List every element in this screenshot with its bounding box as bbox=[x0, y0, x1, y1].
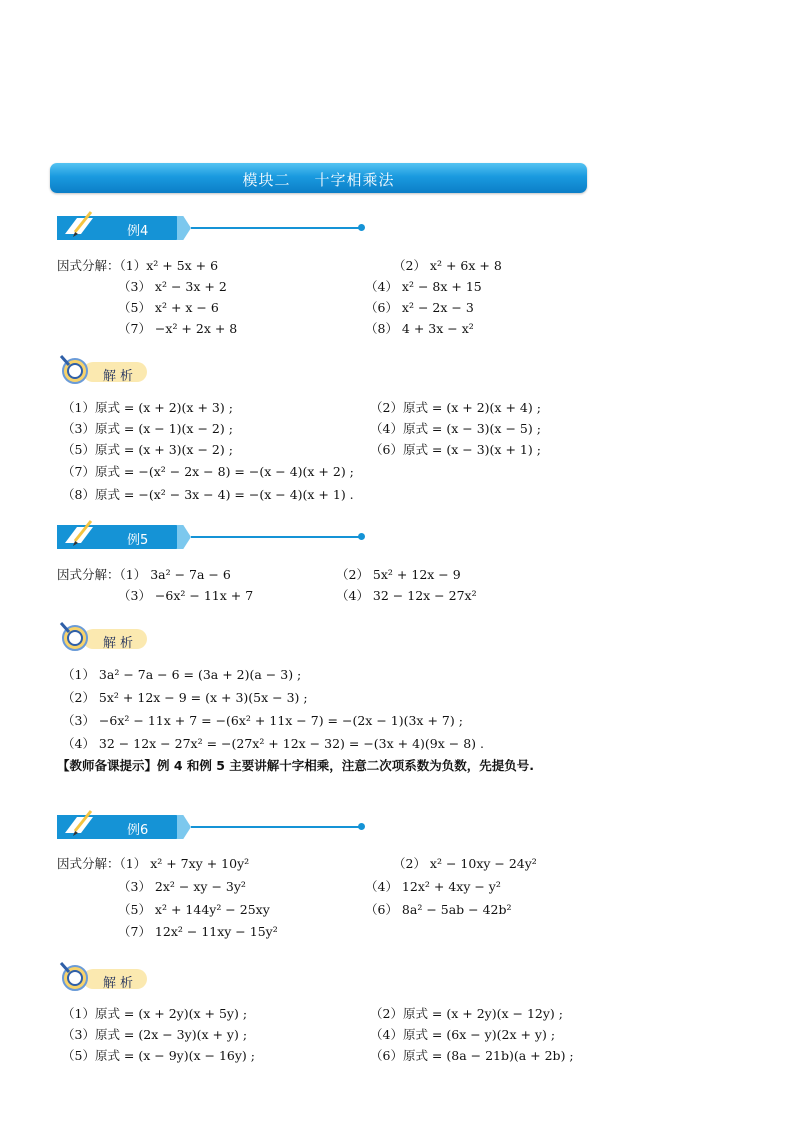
example-label: 例4 bbox=[127, 224, 149, 239]
pen-icon bbox=[61, 809, 97, 839]
problem-item: （4） x² − 8x + 15 bbox=[365, 279, 482, 294]
problem-item: （1） 3a² − 7a − 6 bbox=[119, 567, 231, 582]
problem-prompt: 因式分解：（1）x² + 5x + 6 bbox=[57, 258, 219, 273]
problem-item: （5） x² + 144y² − 25xy bbox=[118, 902, 270, 917]
problem-item: （1） x² + 7xy + 10y² bbox=[119, 856, 250, 871]
solution-item: （1）原式 = (x + 2)(x + 3) ; bbox=[62, 400, 233, 415]
problem-item: （4） 12x² + 4xy − y² bbox=[365, 879, 501, 894]
problem-item: （7） 12x² − 11xy − 15y² bbox=[118, 924, 278, 939]
example-label: 例5 bbox=[127, 533, 149, 548]
example-header bbox=[57, 525, 367, 551]
analysis-header bbox=[57, 356, 157, 386]
solution-item: （1）原式 = (x + 2y)(x + 5y) ; bbox=[62, 1006, 248, 1021]
analysis-label: 解析 bbox=[103, 976, 138, 991]
solution-item: （3） −6x² − 11x + 7 = −(6x² + 11x − 7) = −(2x − 1)(3x + 7) ; bbox=[62, 713, 463, 728]
solution-item: （1） 3a² − 7a − 6 = (3a + 2)(a − 3) ; bbox=[62, 667, 302, 682]
problem-item: （3） −6x² − 11x + 7 bbox=[118, 588, 254, 603]
problem-prompt: 因式分解：（1） x² + 7xy + 10y² bbox=[57, 856, 250, 871]
problem-item: （2） x² + 6x + 8 bbox=[393, 258, 502, 273]
problem-item: （2） x² − 10xy − 24y² bbox=[393, 856, 537, 871]
analysis-header bbox=[57, 963, 157, 993]
example-header bbox=[57, 216, 367, 242]
problem-item: （4） 32 − 12x − 27x² bbox=[336, 588, 477, 603]
solution-item: （5）原式 = (x − 9y)(x − 16y) ; bbox=[62, 1048, 255, 1063]
solution-item: （3）原式 = (x − 1)(x − 2) ; bbox=[62, 421, 233, 436]
pen-icon bbox=[61, 210, 97, 240]
problem-item: （6） x² − 2x − 3 bbox=[365, 300, 474, 315]
analysis-label: 解析 bbox=[103, 369, 138, 384]
solution-item: （2） 5x² + 12x − 9 = (x + 3)(5x − 3) ; bbox=[62, 690, 308, 705]
example-header bbox=[57, 815, 367, 841]
solution-item: （3）原式 = (2x − 3y)(x + y) ; bbox=[62, 1027, 248, 1042]
problem-item: （5） x² + x − 6 bbox=[118, 300, 219, 315]
solution-item: （4）原式 = (6x − y)(2x + y) ; bbox=[370, 1027, 556, 1042]
example-label: 例6 bbox=[127, 823, 149, 838]
module-banner bbox=[50, 163, 587, 193]
magnifier-icon bbox=[57, 959, 93, 995]
problem-prompt: 因式分解：（1） 3a² − 7a − 6 bbox=[57, 567, 231, 582]
solution-item: （7）原式 = −(x² − 2x − 8) = −(x − 4)(x + 2) ; bbox=[62, 464, 354, 479]
solution-item: （4）原式 = (x − 3)(x − 5) ; bbox=[370, 421, 541, 436]
problem-item: （8） 4 + 3x − x² bbox=[365, 321, 474, 336]
magnifier-icon bbox=[57, 619, 93, 655]
problem-item: （1）x² + 5x + 6 bbox=[119, 258, 219, 273]
module-title bbox=[50, 169, 587, 190]
solution-item: （2）原式 = (x + 2)(x + 4) ; bbox=[370, 400, 541, 415]
solution-item: （6）原式 = (x − 3)(x + 1) ; bbox=[370, 442, 541, 457]
teacher-note: 【教师备课提示】例 4 和例 5 主要讲解十字相乘，注意二次项系数为负数，先提负号. bbox=[57, 758, 535, 773]
analysis-header bbox=[57, 623, 157, 653]
problem-item: （7） −x² + 2x + 8 bbox=[118, 321, 238, 336]
pen-icon bbox=[61, 519, 97, 549]
solution-item: （4） 32 − 12x − 27x² = −(27x² + 12x − 32) = −(3x + 4)(9x − 8) . bbox=[62, 736, 485, 751]
module-label: 模块二 bbox=[242, 171, 291, 189]
module-name: 十字相乘法 bbox=[314, 171, 395, 189]
solution-item: （5）原式 = (x + 3)(x − 2) ; bbox=[62, 442, 233, 457]
solution-item: （6）原式 = (8a − 21b)(a + 2b) ; bbox=[370, 1048, 574, 1063]
problem-item: （3） 2x² − xy − 3y² bbox=[118, 879, 246, 894]
problem-item: （6） 8a² − 5ab − 42b² bbox=[365, 902, 512, 917]
solution-item: （8）原式 = −(x² − 3x − 4) = −(x − 4)(x + 1) . bbox=[62, 487, 354, 502]
problem-item: （2） 5x² + 12x − 9 bbox=[336, 567, 461, 582]
analysis-label: 解析 bbox=[103, 636, 138, 651]
problem-item: （3） x² − 3x + 2 bbox=[118, 279, 227, 294]
solution-item: （2）原式 = (x + 2y)(x − 12y) ; bbox=[370, 1006, 563, 1021]
magnifier-icon bbox=[57, 352, 93, 388]
